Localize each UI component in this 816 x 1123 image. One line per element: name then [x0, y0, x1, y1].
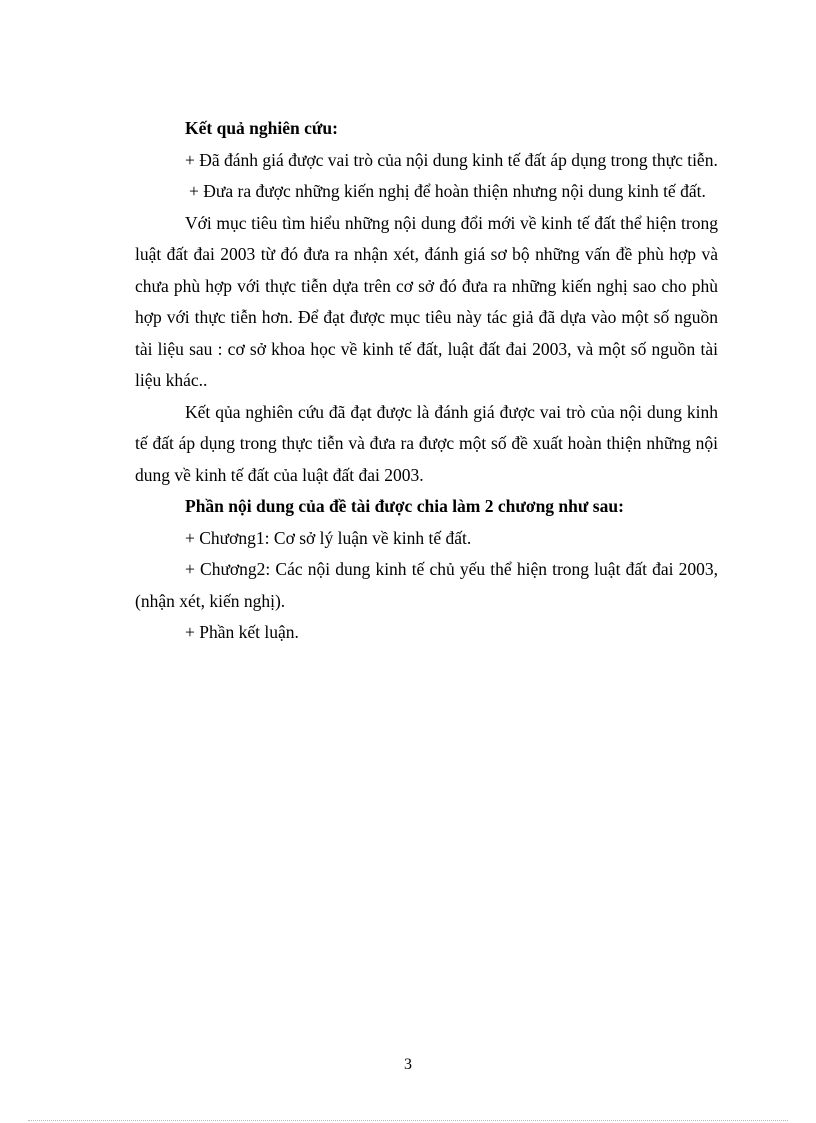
page-bottom-divider — [28, 1120, 788, 1121]
body-paragraph: Với mục tiêu tìm hiểu những nội dung đổi mới về kinh tế đất thể hiện trong luật đất đai 2003 từ đó đưa ra nhận xét, đánh giá sơ bộ những vấn đề phù hợp và chưa phù hợp với thực tiễn dựa trên cơ sở đó đưa ra những kiến nghị sao cho phù hợp với thực tiễn hơn. Để đạt được mục tiêu này tác giả đã dựa vào một số nguồn tài liệu sau : cơ sở khoa học về kinh tế đất, luật đất đai 2003, và một số nguồn tài liệu khác.. — [135, 212, 718, 390]
section-heading: Kết quả nghiên cứu: — [185, 118, 338, 138]
result-item: + Đã đánh giá được vai trò của nội dung kinh tế đất áp dụng trong thực tiễn. — [185, 149, 718, 170]
chapter-item: + Chương2: Các nội dung kinh tế chủ yếu thể hiện trong luật đất đai 2003, (nhận xét, kiến nghị). — [135, 559, 718, 611]
structure-heading: Phần nội dung của đề tài được chia làm 2 chương như sau: — [185, 496, 624, 516]
page-body — [135, 113, 718, 649]
body-paragraph: Kết qủa nghiên cứu đã đạt được là đánh giá được vai trò của nội dung kinh tế đất áp dụng trong thực tiễn và đưa ra được một số đề xuất hoàn thiện những nội dung về kinh tế đất của luật đất đai 2003. — [135, 401, 718, 485]
page-number: 3 — [404, 1056, 412, 1073]
chapter-item: + Chương1: Cơ sở lý luận về kinh tế đất. — [185, 527, 472, 548]
chapter-item: + Phần kết luận. — [185, 622, 299, 642]
result-item: + Đưa ra được những kiến nghị để hoàn thiện nhưng nội dung kinh tế đất. — [189, 181, 706, 201]
